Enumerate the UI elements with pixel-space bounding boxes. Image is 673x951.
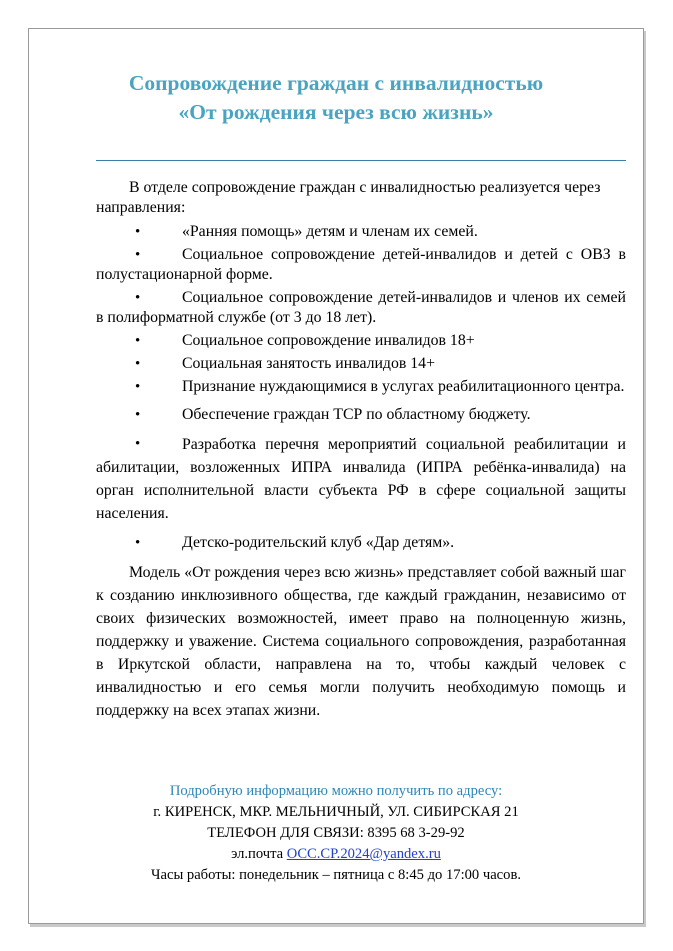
list-item-text: Разработка перечня мероприятий социальной реабилитации и абилитации, возложенных ИПРА инвалида (ИПРА ребёнка-инвалида) на орган исполнительной власти субъекта РФ в сфере социальной защиты населения. bbox=[96, 436, 626, 522]
title-divider bbox=[96, 160, 626, 161]
bullet-icon: • bbox=[135, 535, 141, 551]
list-item bbox=[96, 433, 626, 525]
intro-text: В отделе сопровождение граждан с инвалидностью реализуется через направления: bbox=[96, 179, 601, 216]
title-line-1: Сопровождение граждан с инвалидностью bbox=[128, 71, 544, 95]
list-item bbox=[96, 377, 626, 397]
list-item-text: Социальная занятость инвалидов 14+ bbox=[182, 355, 435, 372]
contact-hours: Часы работы: понедельник – пятница с 8:45 до 17:00 часов. bbox=[151, 867, 521, 883]
list-item bbox=[96, 354, 626, 374]
bullet-icon: • bbox=[135, 407, 141, 423]
list-item-text: Признание нуждающимися в услугах реабилитационного центра. bbox=[182, 378, 625, 395]
list-item bbox=[96, 222, 626, 242]
model-paragraph: Модель «От рождения через всю жизнь» представляет собой важный шаг к созданию инклюзивного общества, где каждый гражданин, независимо от своих физических возможностей, имеет право на полноценную жизнь, поддержку и уважение. Система социального сопровождения, разработанная в Иркутской области, направлена на то, чтобы каждый человек с инвалидностью и его семья могли получить необходимую помощь и поддержку на всех этапах жизни. bbox=[96, 564, 626, 719]
list-item-text: Социальное сопровождение детей-инвалидов и детей с ОВЗ в полустационарной форме. bbox=[96, 246, 626, 283]
contact-lead: Подробную информацию можно получить по адресу: bbox=[169, 783, 503, 799]
email-link[interactable]: OCC.CP.2024@yandex.ru bbox=[286, 846, 441, 862]
list-item-text: Детско-родительский клуб «Дар детям». bbox=[182, 534, 455, 551]
contact-block bbox=[29, 781, 643, 886]
list-item-text: «Ранняя помощь» детям и членам их семей. bbox=[182, 223, 478, 240]
document-body bbox=[96, 178, 626, 722]
document-title bbox=[29, 69, 643, 127]
list-item bbox=[96, 405, 626, 425]
list-item-text: Социальное сопровождение детей-инвалидов и членов их семей в полиформатной службе (от 3 до 18 лет). bbox=[96, 289, 626, 326]
bullet-icon: • bbox=[135, 436, 141, 452]
list-item-text: Социальное сопровождение инвалидов 18+ bbox=[182, 332, 475, 349]
list-item bbox=[96, 245, 626, 285]
bullet-icon: • bbox=[135, 356, 141, 372]
document-page bbox=[28, 28, 644, 924]
contact-address: г. КИРЕНСК, МКР. МЕЛЬНИЧНЫЙ, УЛ. СИБИРСКАЯ 21 bbox=[153, 804, 519, 820]
list-item bbox=[96, 331, 626, 351]
title-line-2: «От рождения через всю жизнь» bbox=[178, 100, 494, 124]
bullet-icon: • bbox=[135, 333, 141, 349]
bullet-icon: • bbox=[135, 224, 141, 240]
bullet-icon: • bbox=[135, 247, 141, 263]
list-item bbox=[96, 533, 626, 553]
bullet-icon: • bbox=[135, 290, 141, 306]
list-item-text: Обеспечение граждан ТСР по областному бюджету. bbox=[182, 406, 531, 423]
contact-email-line bbox=[29, 844, 643, 865]
list-item bbox=[96, 288, 626, 328]
bullet-icon: • bbox=[135, 379, 141, 395]
contact-phone: ТЕЛЕФОН ДЛЯ СВЯЗИ: 8395 68 3-29-92 bbox=[207, 825, 465, 841]
email-label: эл.почта bbox=[231, 846, 284, 862]
